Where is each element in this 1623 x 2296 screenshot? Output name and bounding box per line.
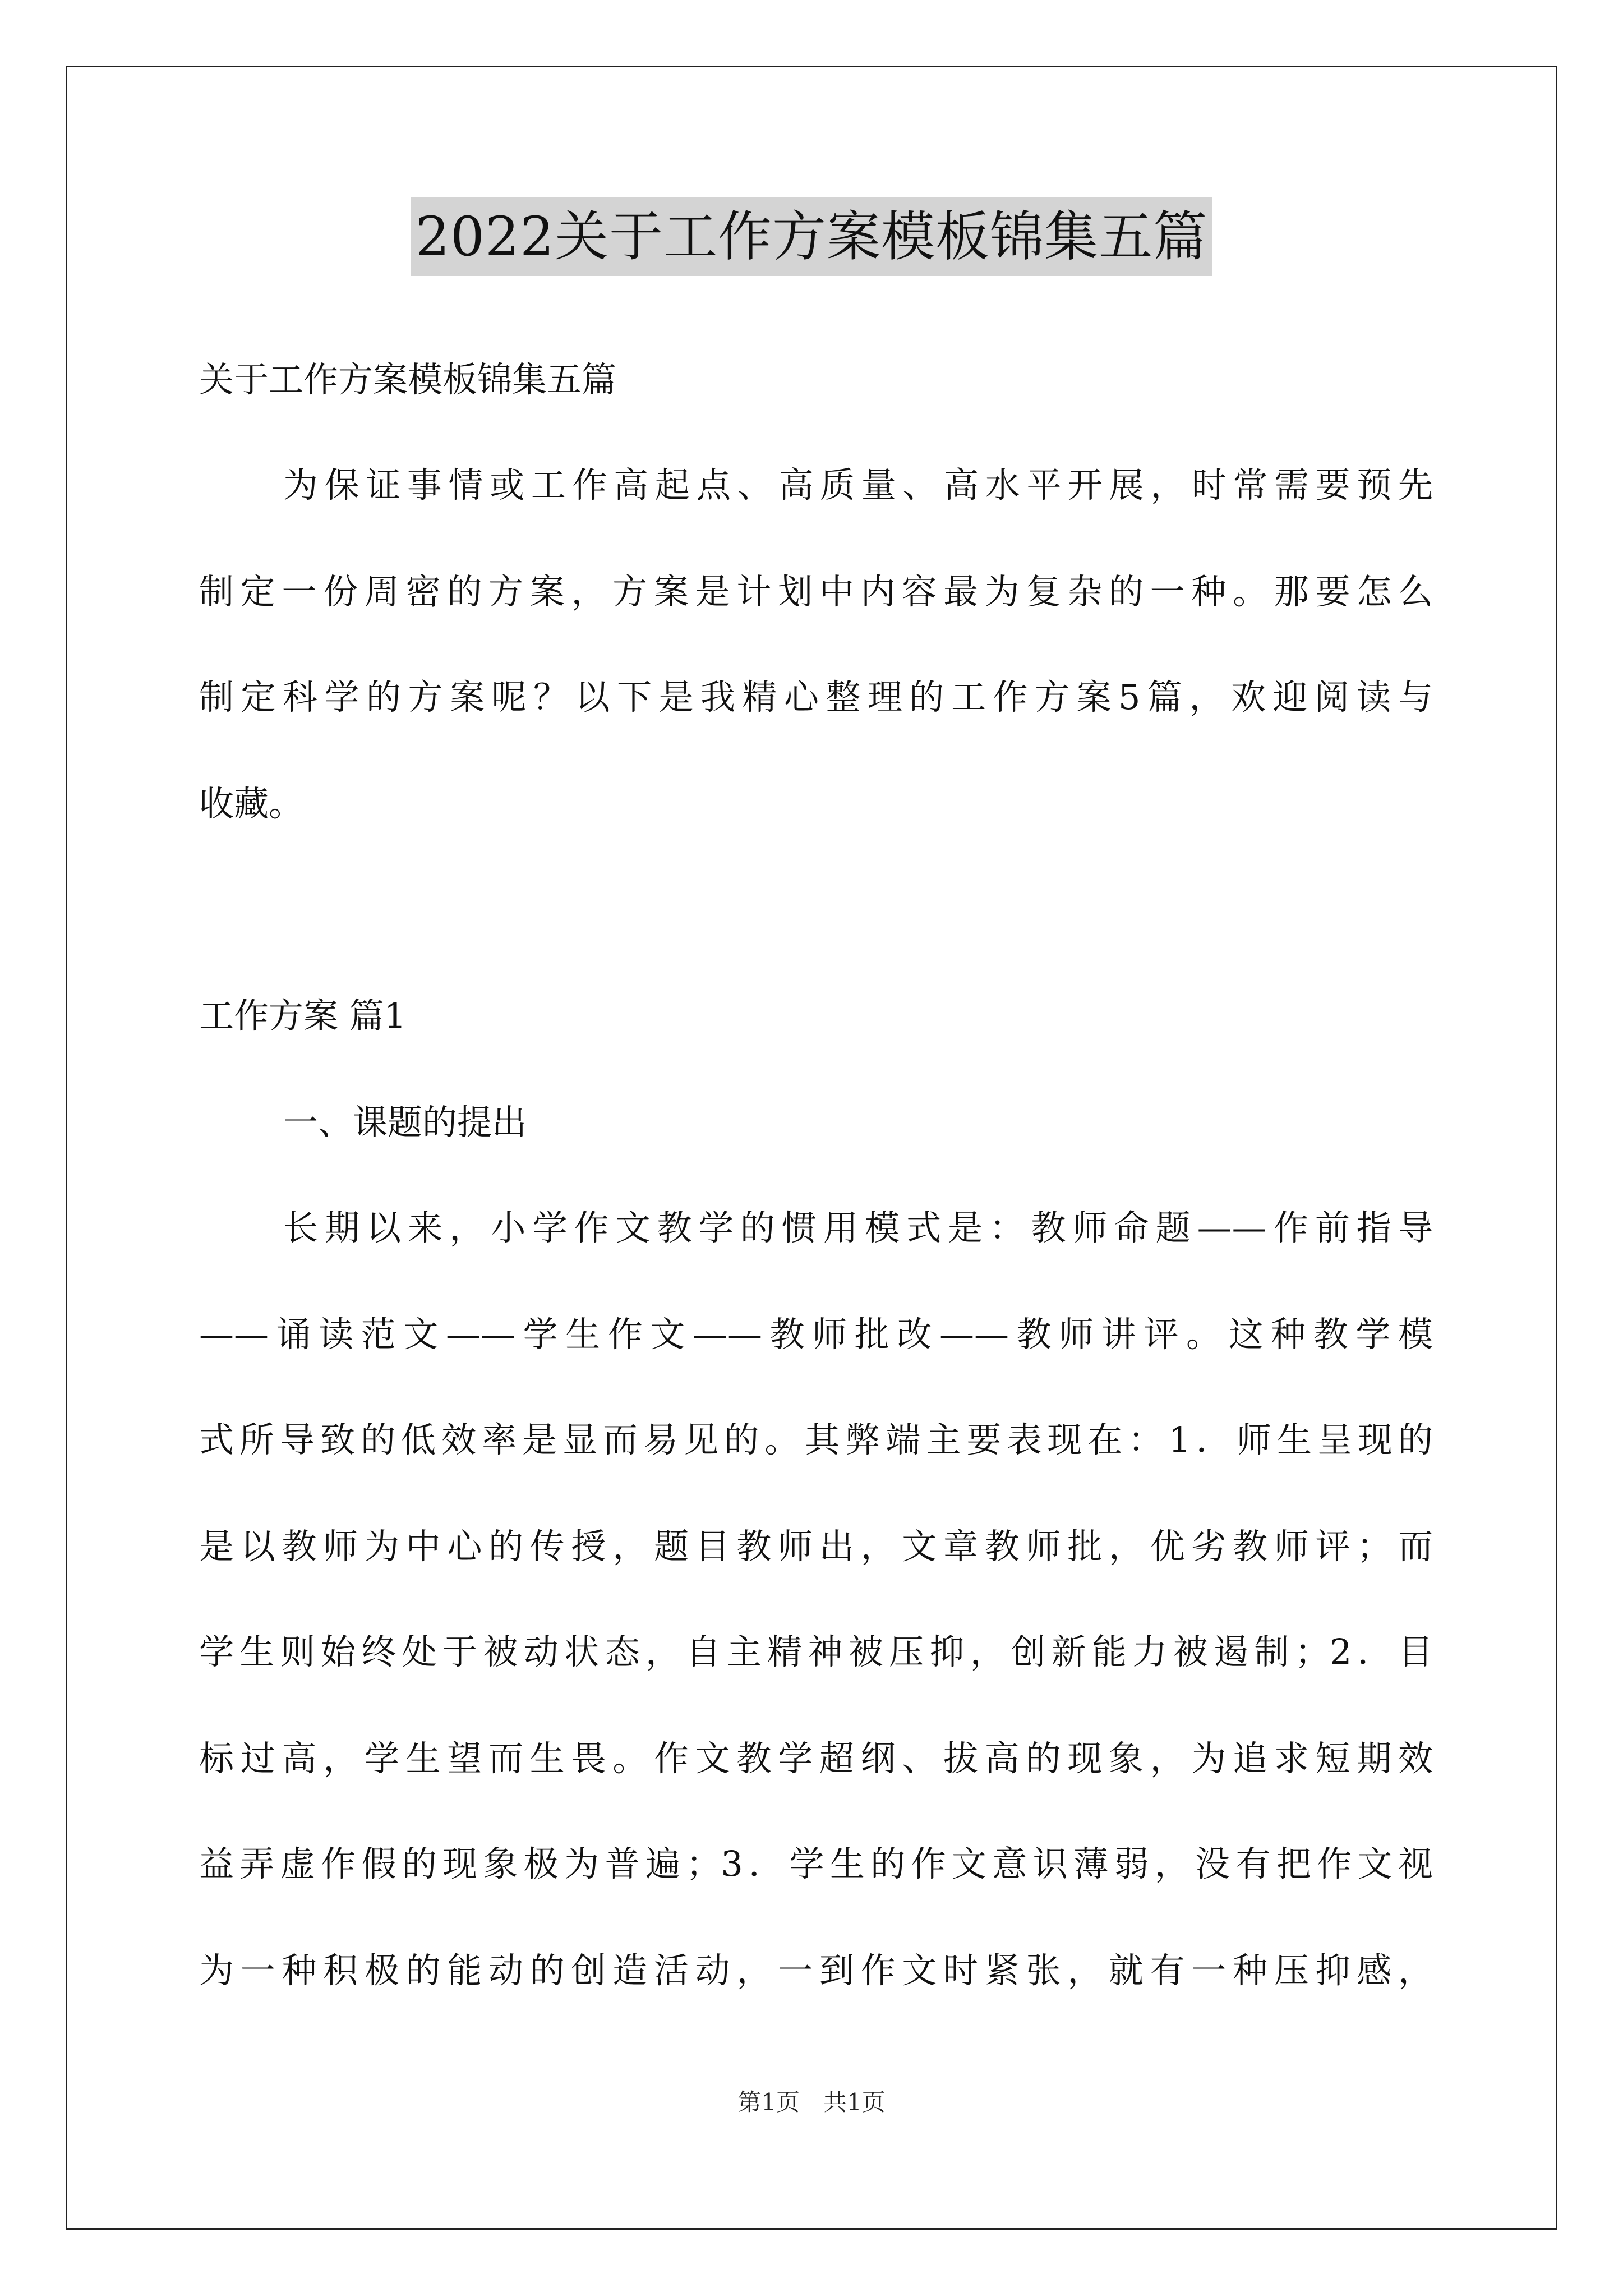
title-container <box>0 197 1623 276</box>
body-line: ——诵读范文——学生作文——教师批改——教师讲评。这种教学模 <box>199 1314 1433 1355</box>
document-subtitle: 关于工作方案模板锦集五篇 <box>199 359 617 400</box>
intro-line: 收藏。 <box>199 783 304 824</box>
body-line: 式所导致的低效率是显而易见的。其弊端主要表现在：1．师生呈现的 <box>199 1419 1433 1460</box>
body-line: 为一种积极的能动的创造活动，一到作文时紧张，就有一种压抑感， <box>199 1950 1433 1991</box>
body-line: 学生则始终处于被动状态，自主精神被压抑，创新能力被遏制；2．目 <box>199 1631 1433 1672</box>
body-line: 标过高，学生望而生畏。作文教学超纲、拔高的现象，为追求短期效 <box>199 1738 1433 1779</box>
section-heading: 工作方案 篇1 <box>199 995 407 1036</box>
intro-line: 制定科学的方案呢？以下是我精心整理的工作方案5篇，欢迎阅读与 <box>199 677 1433 717</box>
body-line: 长期以来，小学作文教学的惯用模式是：教师命题——作前指导 <box>283 1207 1433 1248</box>
subsection-heading: 一、课题的提出 <box>283 1102 527 1143</box>
intro-line: 为保证事情或工作高起点、高质量、高水平开展，时常需要预先 <box>283 464 1433 505</box>
document-title: 2022关于工作方案模板锦集五篇 <box>411 197 1212 276</box>
page-footer: 第1页 共1页 <box>737 2088 886 2116</box>
body-line: 益弄虚作假的现象极为普遍；3．学生的作文意识薄弱，没有把作文视 <box>199 1843 1433 1884</box>
intro-line: 制定一份周密的方案，方案是计划中内容最为复杂的一种。那要怎么 <box>199 571 1433 612</box>
body-line: 是以教师为中心的传授，题目教师出，文章教师批，优劣教师评；而 <box>199 1526 1433 1567</box>
